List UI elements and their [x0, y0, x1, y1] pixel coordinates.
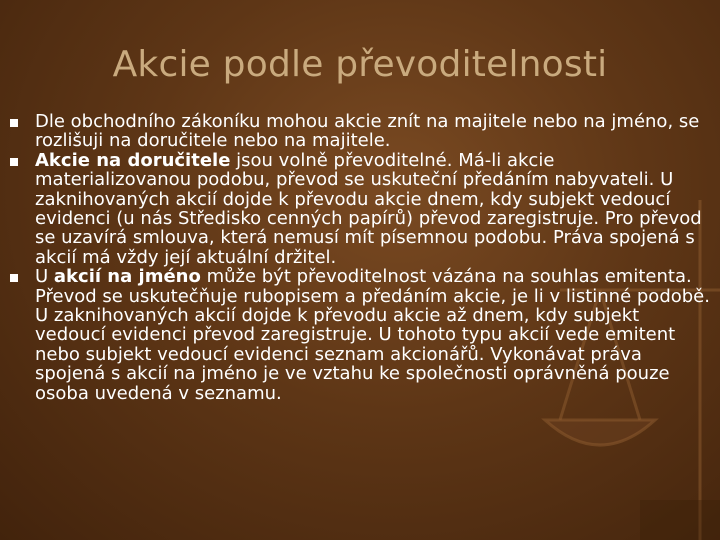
- bullet-text-bold: Akcie na doručitele: [35, 149, 231, 171]
- bullet-text-part: Dle obchodního zákoníku mohou akcie znít na majitele nebo na jméno, se rozlišuji na doručitele nebo na majitele.: [35, 111, 700, 152]
- bullet-list: [10, 112, 715, 403]
- bullet-text-part: jsou volně převoditelné. Má-li akcie materializovanou podobu, převod se uskuteční předáním nabyvateli. U zaknihovaných akcií dojde k převodu akcie dnem, kdy subjekt vedoucí evidenci (u nás Středisko cenných papírů) převod zaregistruje. Pro převod se uzavírá smlouva, která nemusí mít písemnou podobu. Práva spojená s akcií má vždy její aktuální držitel.: [35, 149, 702, 268]
- slide-title: Akcie podle převoditelnosti: [112, 44, 608, 85]
- square-bullet-icon: [10, 158, 18, 166]
- square-bullet-icon: [10, 274, 18, 282]
- bullet-text: [35, 266, 710, 403]
- bullet-text-bold: akcií na jméno: [53, 266, 201, 288]
- bullet-text-part: U: [35, 266, 54, 288]
- square-bullet-icon: [10, 119, 18, 127]
- bullet-text-part: může být převoditelnost vázána na souhlas emitenta. Převod se uskutečňuje rubopisem a předáním akcie, je li v listinné podobě. U zaknihovaných akcií dojde k převodu akcie až dnem, kdy subjekt vedoucí evidenci převod zaregistruje. U tohoto typu akcií vede emitent nebo subjekt vedoucí evidenci seznam akcionářů. Vykonávat práva spojená s akcií na jméno je ve vztahu ke společnosti oprávněná pouze osoba uvedená v seznamu.: [35, 266, 710, 404]
- bullet-item: [10, 151, 715, 267]
- bullet-item: [10, 267, 715, 403]
- bullet-item: [10, 112, 715, 151]
- bullet-text: [35, 150, 702, 268]
- bullet-text: [35, 111, 699, 151]
